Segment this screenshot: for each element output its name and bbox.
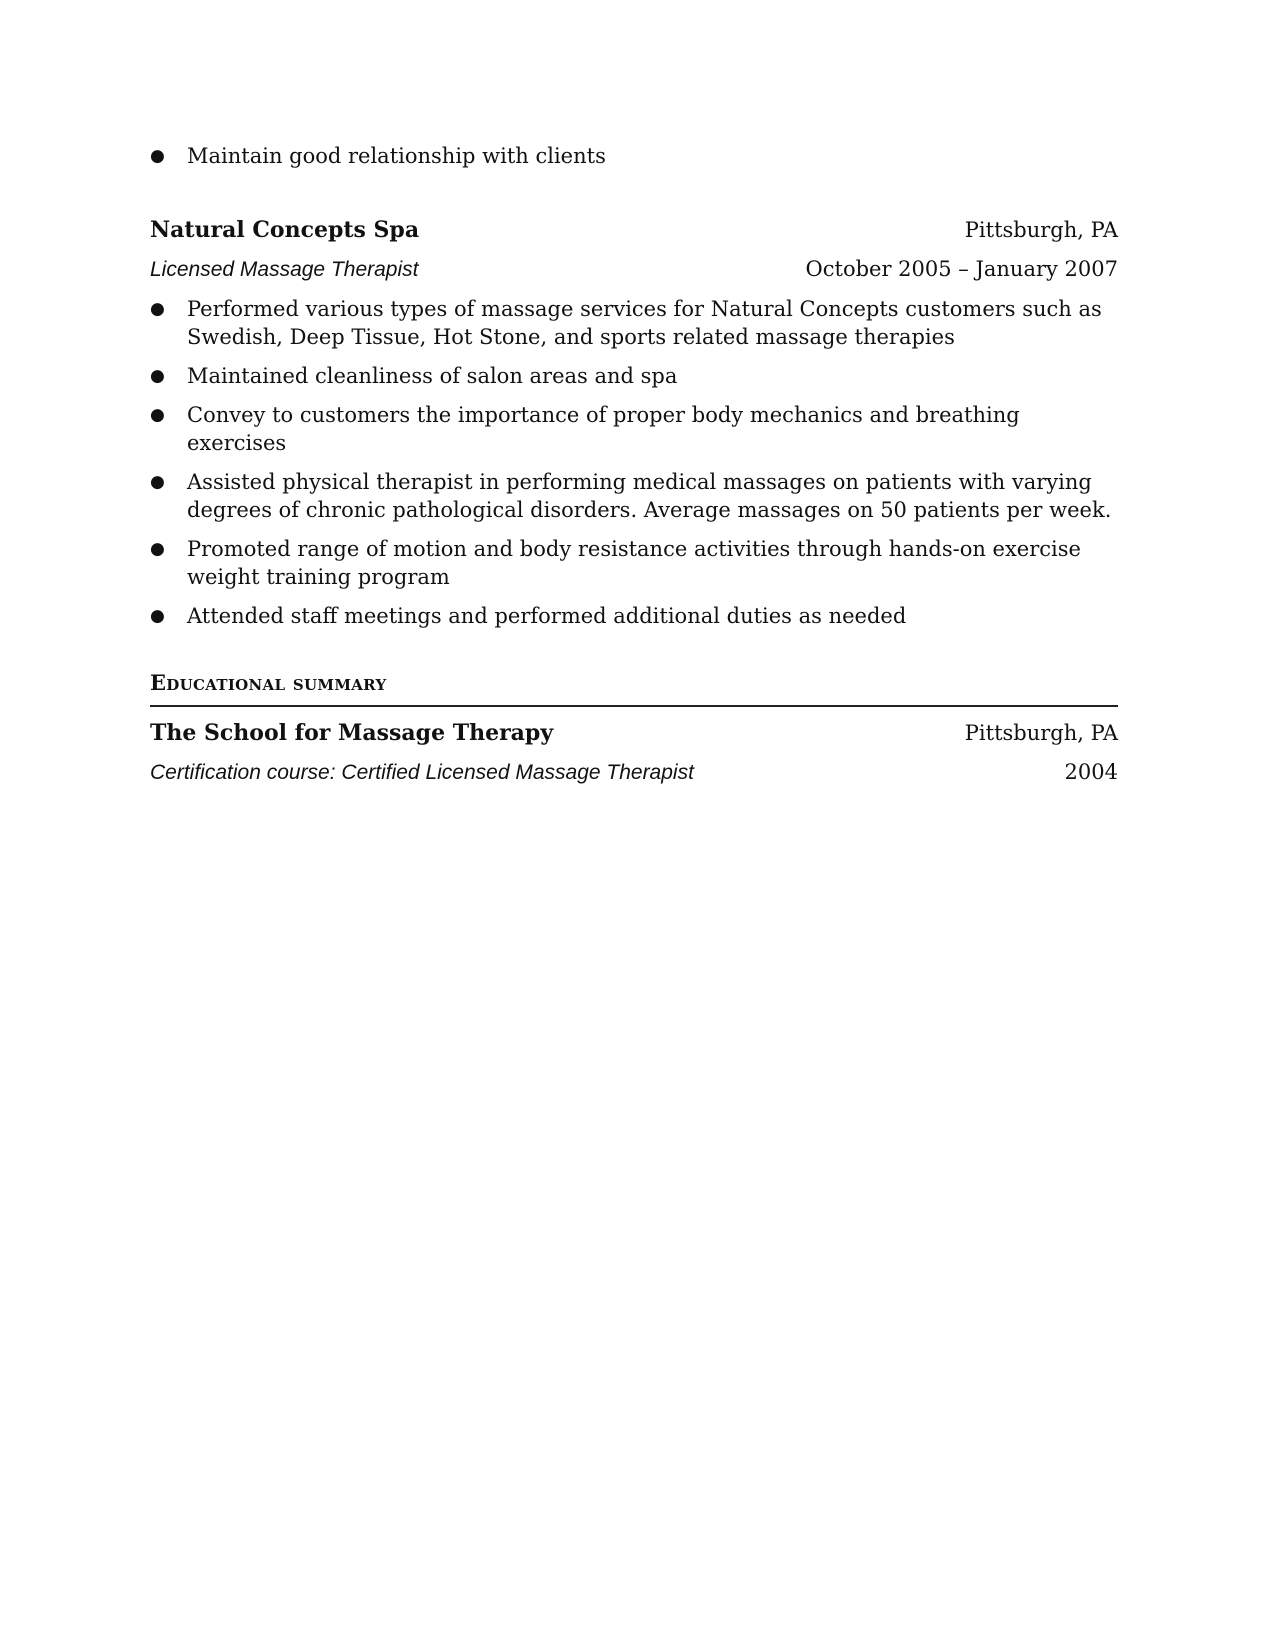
bullet-text: Maintained cleanliness of salon areas and spa: [187, 364, 678, 388]
job-location: Pittsburgh, PA: [964, 218, 1118, 242]
bullet-icon: ●: [150, 472, 165, 492]
job-dates: October 2005 – January 2007: [805, 257, 1118, 281]
bullet-item: [150, 142, 1118, 170]
job-role-row: [150, 255, 1118, 284]
bullet-text: Assisted physical therapist in performing medical massages on patients with varying degrees of chronic pathological disorders. Average massages on 50 patients per week.: [187, 470, 1112, 522]
education-header-row: [150, 719, 1118, 747]
bullet-text: Performed various types of massage services for Natural Concepts customers such as Swedish, Deep Tissue, Hot Stone, and sports related massage therapies: [187, 297, 1102, 349]
bullet-icon: ●: [150, 299, 165, 319]
education-year: 2004: [1064, 760, 1118, 784]
bullet-icon: ●: [150, 366, 165, 386]
education-section-heading: Educational summary: [150, 669, 1118, 707]
job-header-row: [150, 216, 1118, 244]
bullet-item: [150, 602, 1118, 630]
previous-job-bullets: [150, 142, 1118, 170]
bullet-text: Attended staff meetings and performed additional duties as needed: [187, 604, 907, 628]
bullet-item: [150, 535, 1118, 591]
education-school: The School for Massage Therapy: [150, 720, 554, 746]
resume-content: [150, 142, 1118, 787]
bullet-item: [150, 401, 1118, 457]
job-entry: [150, 216, 1118, 630]
bullet-icon: ●: [150, 146, 165, 166]
education-course-row: [150, 758, 1118, 787]
bullet-text: Promoted range of motion and body resistance activities through hands-on exercise weight training program: [187, 537, 1081, 589]
job-bullets: [150, 295, 1118, 630]
job-organization: Natural Concepts Spa: [150, 217, 420, 243]
education-entry: [150, 719, 1118, 787]
bullet-icon: ●: [150, 606, 165, 626]
bullet-item: [150, 295, 1118, 351]
bullet-icon: ●: [150, 405, 165, 425]
bullet-item: [150, 362, 1118, 390]
education-location: Pittsburgh, PA: [964, 721, 1118, 745]
bullet-icon: ●: [150, 539, 165, 559]
bullet-text: Convey to customers the importance of proper body mechanics and breathing exercises: [187, 403, 1020, 455]
bullet-item: [150, 468, 1118, 524]
education-course: Certification course: Certified Licensed Massage Therapist: [150, 761, 694, 784]
job-role: Licensed Massage Therapist: [150, 258, 419, 281]
bullet-text: Maintain good relationship with clients: [187, 144, 606, 168]
